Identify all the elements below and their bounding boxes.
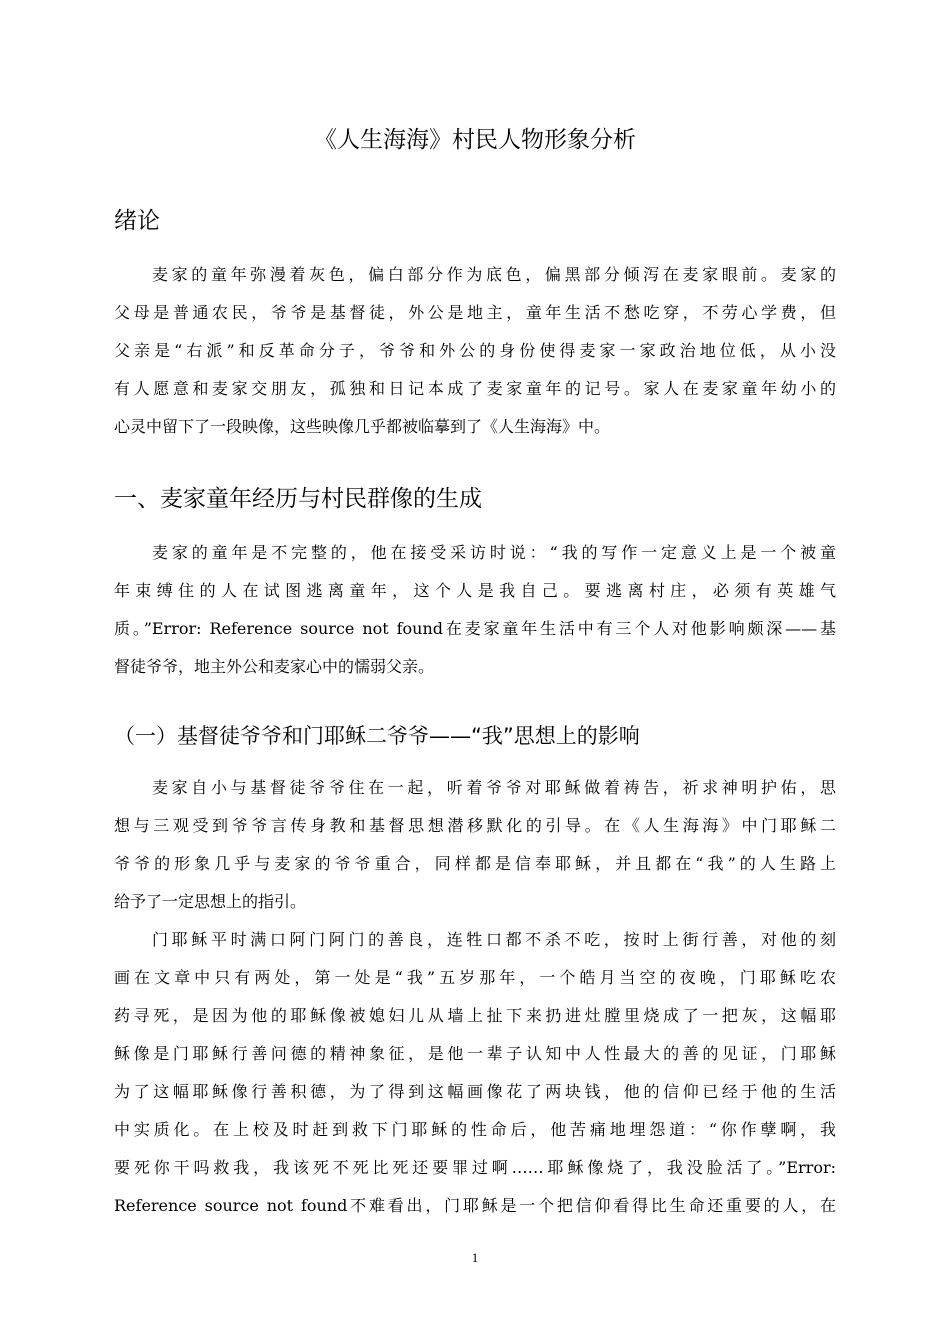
- text-line: 质。”Error: Reference source not found在麦家童年生活中有三个人对他影响颇深——基: [114, 619, 836, 638]
- text-line: 想与三观受到爷爷言传身教和基督思想潜移默化的引导。在《人生海海》中门耶稣二: [114, 816, 836, 835]
- text-line: Reference source not found不难看出，门耶稣是一个把信仰看得比生命还重要的人，在: [114, 1196, 836, 1215]
- text-line: 麦家的童年弥漫着灰色，偏白部分作为底色，偏黑部分倾泻在麦家眼前。麦家的: [152, 265, 836, 284]
- text-line: 爷爷的形象几乎与麦家的爷爷重合，同样都是信奉耶稣，并且都在“我”的人生路上: [114, 854, 836, 873]
- text-line: 父亲是“右派”和反革命分子，爷爷和外公的身份使得麦家一家政治地位低，从小没: [114, 341, 836, 360]
- paragraph-part1: [114, 534, 836, 686]
- text-line: 年束缚住的人在试图逃离童年，这个人是我自己。要逃离村庄，必须有英雄气: [114, 581, 836, 600]
- text-line: 督徒爷爷，地主外公和麦家心中的懦弱父亲。: [114, 657, 435, 676]
- page-number: 1: [471, 1250, 479, 1265]
- text-line: 为了这幅耶稣像行善积德，为了得到这幅画像花了两块钱，他的信仰已经于他的生活: [114, 1082, 836, 1101]
- text-line: 要死你干吗救我，我该死不死比死还要罪过啊……耶稣像烧了，我没脸活了。”Error:: [114, 1158, 836, 1177]
- paragraph-part1-1-a: [114, 769, 836, 921]
- paragraph-intro: [114, 256, 836, 446]
- document-title: 《人生海海》村民人物形象分析: [314, 127, 636, 153]
- text-line: 稣像是门耶稣行善问德的精神象征，是他一辈子认知中人性最大的善的见证，门耶稣: [114, 1044, 836, 1063]
- text-line: 有人愿意和麦家交朋友，孤独和日记本成了麦家童年的记号。家人在麦家童年幼小的: [114, 379, 836, 398]
- text-line: 画在文章中只有两处，第一处是“我”五岁那年，一个皓月当空的夜晚，门耶稣吃农: [114, 968, 836, 987]
- text-line: 麦家自小与基督徒爷爷住在一起，听着爷爷对耶稣做着祷告，祈求神明护佑，思: [152, 778, 836, 797]
- paragraph-part1-1-b: [114, 921, 836, 1225]
- text-line: 心灵中留下了一段映像，这些映像几乎都被临摹到了《人生海海》中。: [114, 417, 611, 436]
- subsection-heading-part1-1: （一）基督徒爷爷和门耶稣二爷爷——“我”思想上的影响: [114, 724, 640, 748]
- text-line: 药寻死，是因为他的耶稣像被媳妇儿从墙上扯下来扔进灶膛里烧成了一把灰，这幅耶: [114, 1006, 836, 1025]
- text-line: 麦家的童年是不完整的，他在接受采访时说：“我的写作一定意义上是一个被童: [152, 543, 836, 562]
- section-heading-intro: 绪论: [114, 208, 160, 234]
- text-line: 给予了一定思想上的指引。: [114, 892, 307, 911]
- text-line: 父母是普通农民，爷爷是基督徒，外公是地主，童年生活不愁吃穿，不劳心学费，但: [114, 303, 836, 322]
- text-line: 中实质化。在上校及时赶到救下门耶稣的性命后，他苦痛地埋怨道：“你作孽啊，我: [114, 1120, 836, 1139]
- text-line: 门耶稣平时满口阿门阿门的善良，连牲口都不杀不吃，按时上街行善，对他的刻: [152, 930, 836, 949]
- section-heading-part1: 一、麦家童年经历与村民群像的生成: [114, 486, 482, 512]
